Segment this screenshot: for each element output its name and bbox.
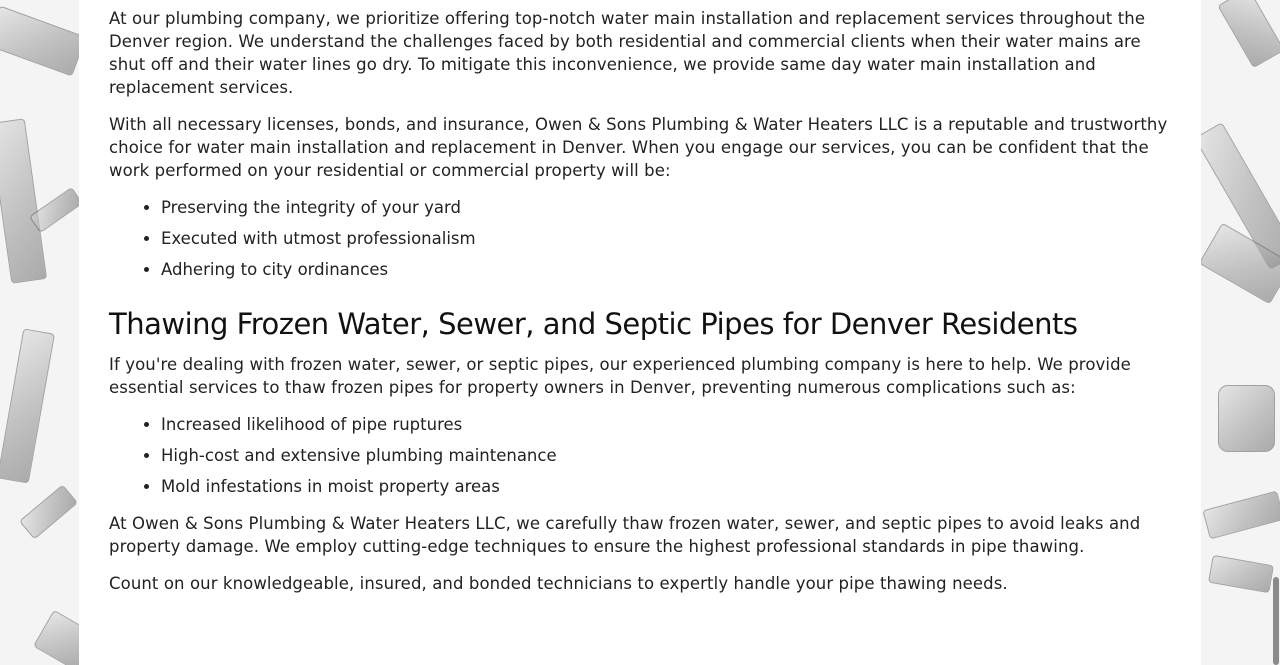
paintbrush-icon [1202, 491, 1280, 540]
list-item: • Adhering to city ordinances [161, 258, 1171, 281]
pliers-icon [0, 328, 55, 483]
list-item: • Preserving the integrity of your yard [161, 196, 1171, 219]
technicians-paragraph: Count on our knowledgeable, insured, and bonded technicians to expertly handle your pipe thawing needs. [109, 574, 1008, 593]
list-item: • Increased likelihood of pipe ruptures [161, 413, 1171, 436]
section-heading: Thawing Frozen Water, Sewer, and Septic Pipes for Denver Residents [109, 307, 1078, 341]
paintbrush-icon [0, 118, 47, 283]
wrench-icon [29, 187, 83, 233]
scrollbar-thumb[interactable] [1273, 577, 1279, 665]
saw-icon [0, 6, 86, 77]
list-item: • Mold infestations in moist property areas [161, 475, 1171, 498]
list-item: • High-cost and extensive plumbing maintenance [161, 444, 1171, 467]
hammer-icon [19, 484, 78, 539]
licenses-paragraph: With all necessary licenses, bonds, and insurance, Owen & Sons Plumbing & Water Heaters LLC is a reputable and trustworthy choice for water main installation and replacement in Denver. When you engage our services, you can be confident that the work performed on your residential or commercial property will be: [109, 115, 1168, 180]
pliers-icon [1208, 555, 1274, 593]
page-scrollbar[interactable] [1272, 0, 1280, 665]
article-content [79, 0, 1201, 665]
list-item: • Executed with utmost professionalism [161, 227, 1171, 250]
mallet-icon [1218, 385, 1275, 452]
water-main-intro-paragraph: At our plumbing company, we prioritize offering top-notch water main installation and replacement services throughout the Denver region. We understand the challenges faced by both residential and commercial clients when their water mains are shut off and their water lines go dry. To mitigate this inconvenience, we provide same day water main installation and replacement services. [109, 9, 1146, 97]
saw-icon [1217, 0, 1280, 68]
frozen-pipes-paragraph: If you're dealing with frozen water, sewer, or septic pipes, our experienced plumbing company is here to help. We provide essential services to thaw frozen pipes for property owners in Denver, preventing numerous complications such as: [109, 355, 1131, 397]
complications-list [109, 413, 1171, 498]
thawing-services-paragraph: At Owen & Sons Plumbing & Water Heaters LLC, we carefully thaw frozen water, sewer, and septic pipes to avoid leaks and property damage. We employ cutting-edge techniques to ensure the highest professional standards in pipe thawing. [109, 514, 1141, 556]
work-qualities-list [109, 196, 1171, 281]
